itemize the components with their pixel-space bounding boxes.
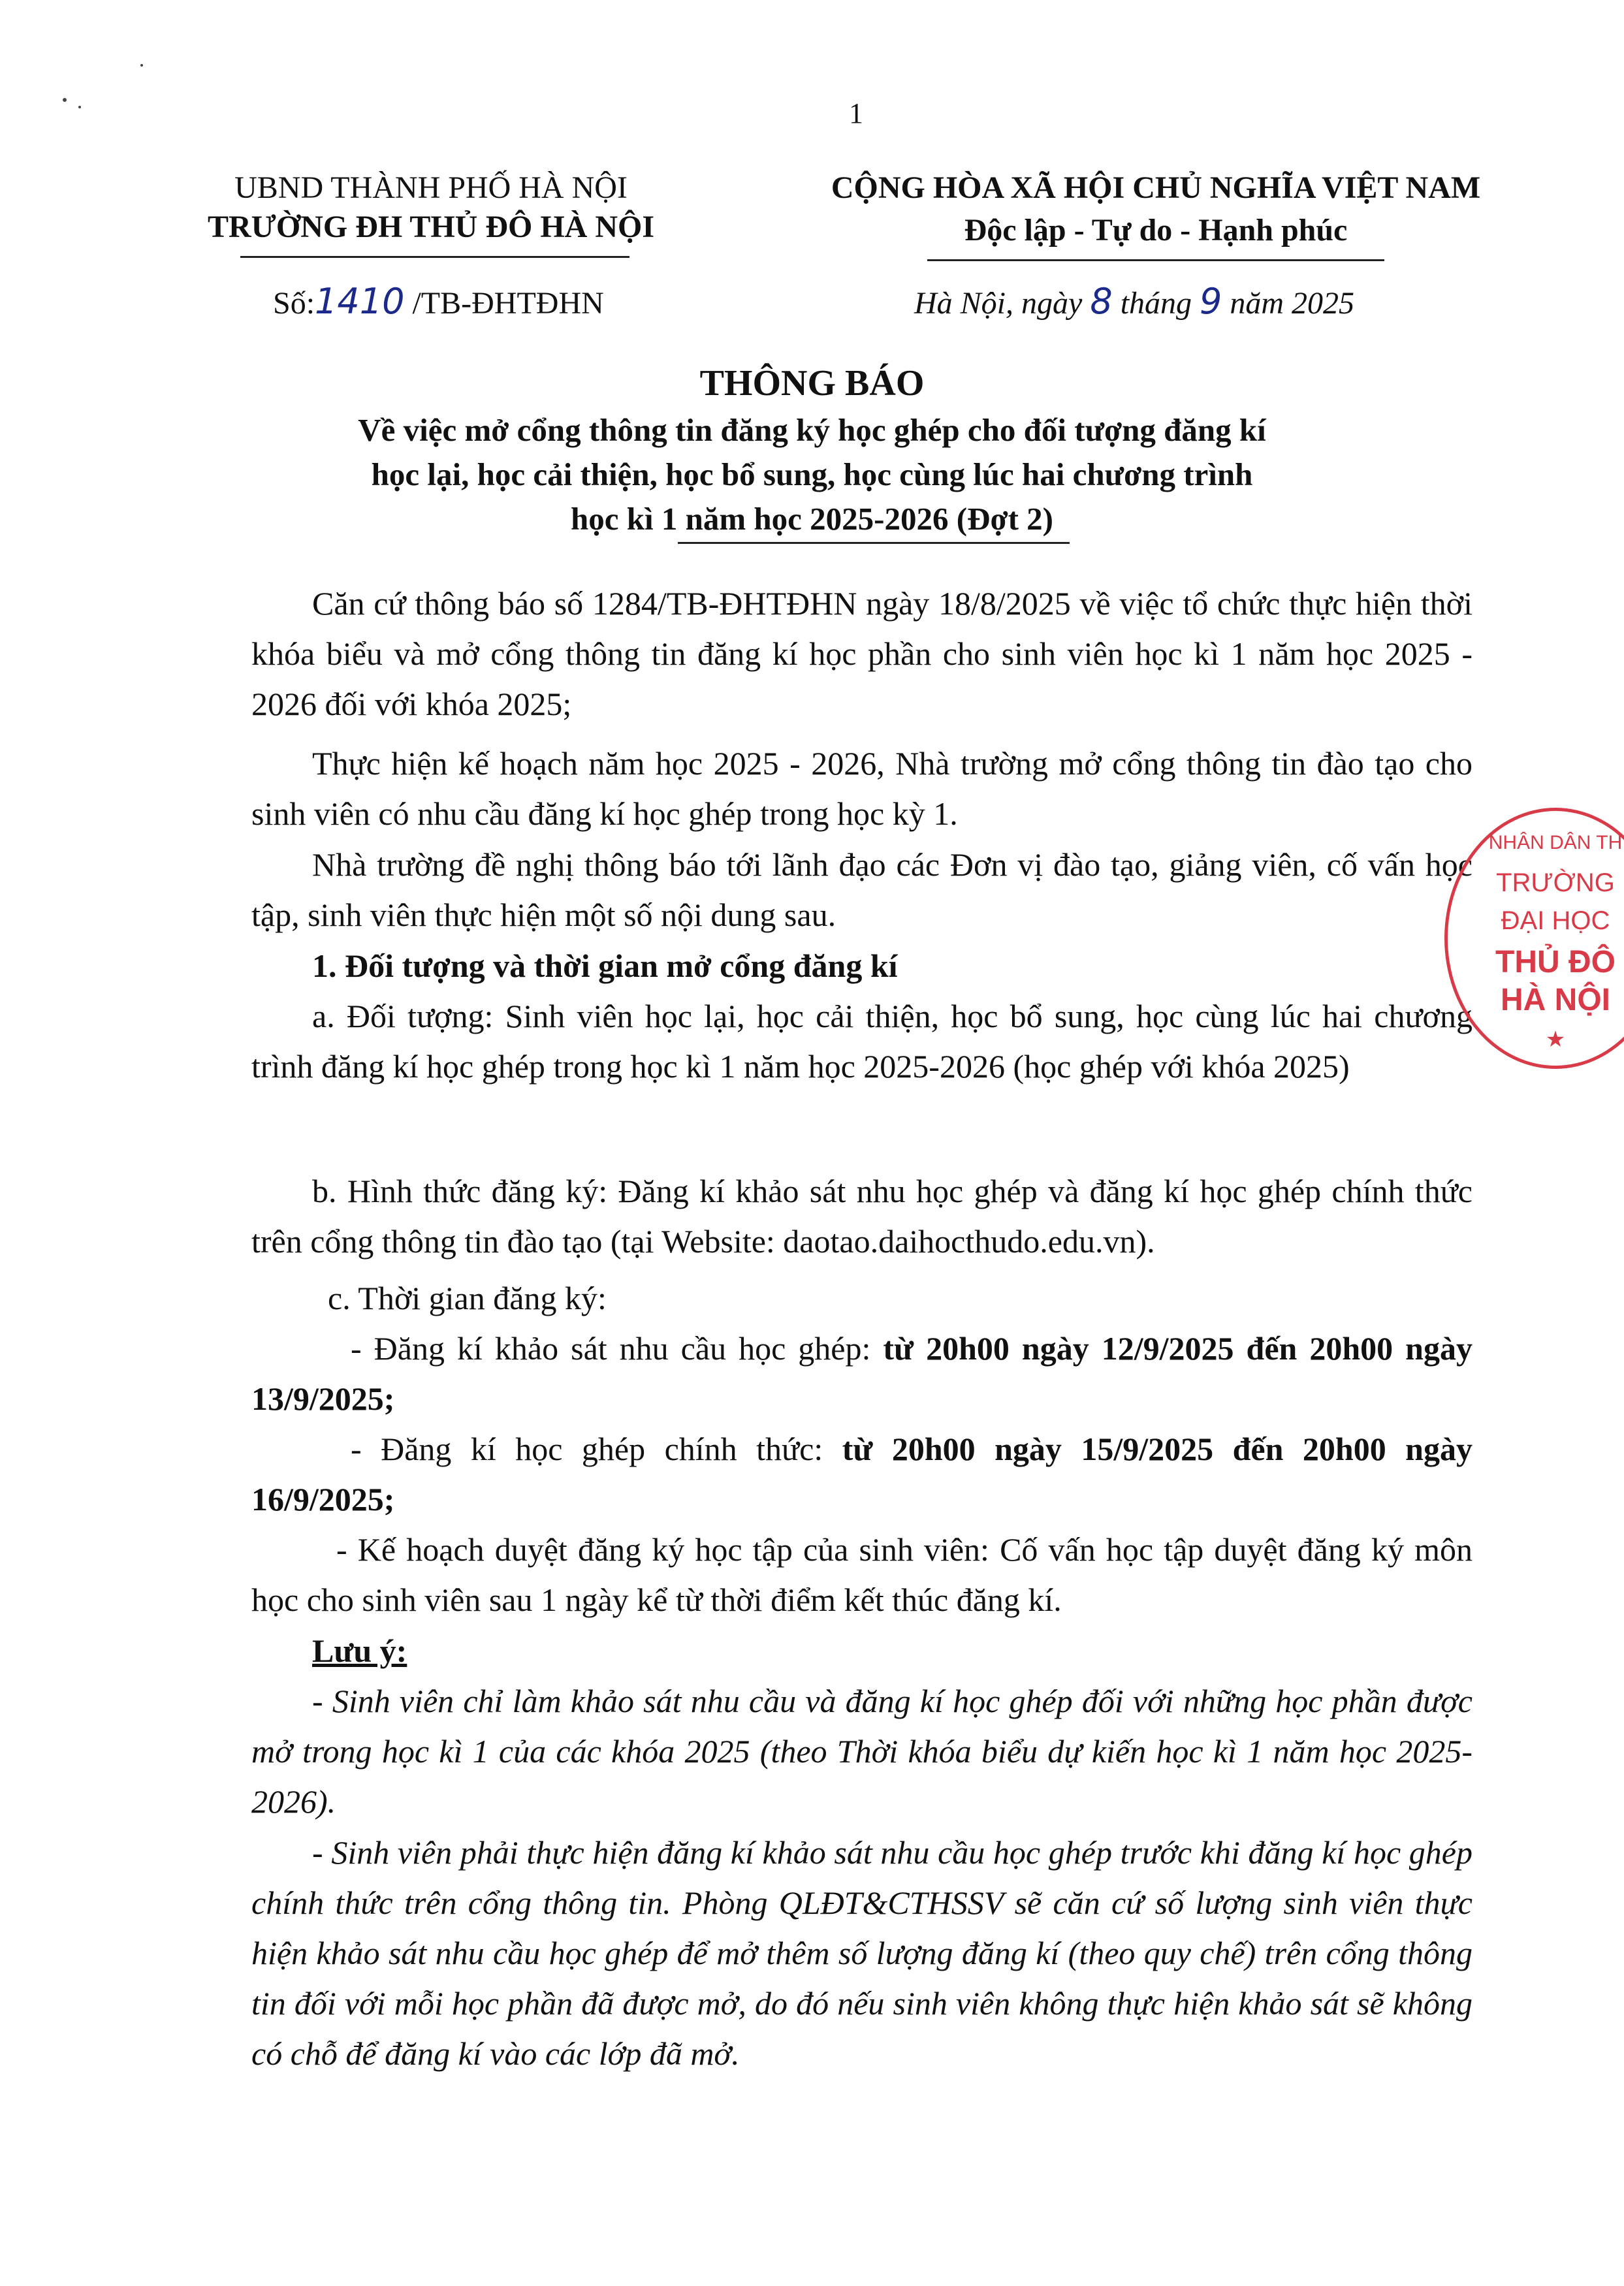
document-number [273,281,604,322]
paragraph-basis: Căn cứ thông báo số 1284/TB-ĐHTĐHN ngày 18/8/2025 về việc tổ chức thực hiện thời khóa biểu và mở cổng thông tin đăng kí học phần cho sinh viên học kì 1 năm học 2025 - 2026 đối với khóa 2025; [251,585,1473,722]
date-prefix: Hà Nội, ngày [914,286,1083,321]
c1-dates: từ 20h00 ngày 12/9/2025 đến 20h00 ngày 13/9/2025; [251,1330,1473,1417]
note-1: - Sinh viên chỉ làm khảo sát nhu cầu và đăng kí học ghép đối với những học phần được mở trong học kì 1 của các khóa 2025 (theo Thời khóa biểu dự kiến học kì 1 năm học 2025-2026). [251,1683,1473,1820]
c2-label: - Đăng kí học ghép chính thức: [351,1431,842,1467]
seal-rim-text: NHÂN DÂN TH [1488,832,1623,853]
doc-no-suffix: /TB-ĐHTĐHN [412,286,604,321]
date-year: năm 2025 [1230,286,1355,321]
subject-line-3: học kì 1 năm học 2025-2026 (Đợt 2) [571,501,1053,537]
issue-date [914,281,1354,322]
section-1-heading: 1. Đối tượng và thời gian mở cổng đăng kí [312,947,898,984]
header-left-underline [240,256,629,258]
item-c1-survey-period [251,1324,1473,1424]
title-underline [678,542,1070,544]
subject-line-2: học lại, học cải thiện, học bổ sung, học cùng lúc hai chương trình [371,456,1253,492]
scan-speck [140,64,143,67]
paragraph-request: Nhà trường đề nghị thông báo tới lãnh đạo các Đơn vị đào tạo, giảng viên, cố vấn học tập, sinh viên thực hiện một số nội dung sau. [251,846,1473,933]
university-seal [1444,808,1624,1069]
doc-no-prefix: Số: [273,286,315,321]
motto-underline [927,259,1384,261]
scan-speck [63,98,67,102]
page-number: 1 [849,97,863,129]
date-month: 9 [1200,281,1222,322]
note-heading: Lưu ý: [312,1632,407,1669]
subject-line-1: Về việc mở cổng thông tin đăng ký học ghép cho đối tượng đăng kí [358,412,1266,448]
document-title: THÔNG BÁO [699,363,925,404]
date-day: 8 [1090,281,1113,322]
country-name: CỘNG HÒA XÃ HỘI CHỦ NGHĨA VIỆT NAM [831,170,1481,205]
seal-line-4: HÀ NỘI [1501,983,1610,1017]
seal-line-3: THỦ ĐÔ [1495,945,1616,979]
item-a-subjects: a. Đối tượng: Sinh viên học lại, học cải thiện, học bổ sung, học cùng lúc hai chương trình đăng kí học ghép trong học kì 1 năm học 2025-2026 (học ghép với khóa 2025) [251,998,1473,1085]
item-b-method: b. Hình thức đăng ký: Đăng kí khảo sát nhu học ghép và đăng kí học ghép chính thức trên cổng thông tin đào tạo (tại Website: daotao.daihocthudo.edu.vn). [251,1173,1473,1260]
paragraph-plan: Thực hiện kế hoạch năm học 2025 - 2026, Nhà trường mở cổng thông tin đào tạo cho sinh viên có nhu cầu đăng kí học ghép trong học kỳ 1. [251,745,1473,832]
c1-label: - Đăng kí khảo sát nhu cầu học ghép: [351,1330,884,1367]
national-motto: Độc lập - Tự do - Hạnh phúc [964,213,1348,247]
item-c2-official-period [251,1424,1473,1525]
item-c3-approval-plan: - Kế hoạch duyệt đăng ký học tập của sinh viên: Cố vấn học tập duyệt đăng ký môn học cho sinh viên sau 1 ngày kể từ thời điểm kết thúc đăng kí. [251,1531,1473,1618]
doc-no-handwritten: 1410 [315,281,405,322]
seal-line-1: TRƯỜNG [1496,868,1615,897]
item-c-heading: c. Thời gian đăng ký: [328,1280,607,1316]
org-name: TRƯỜNG ĐH THỦ ĐÔ HÀ NỘI [207,210,655,244]
seal-line-2: ĐẠI HỌC [1501,906,1610,935]
note-2: - Sinh viên phải thực hiện đăng kí khảo sát nhu cầu học ghép trước khi đăng kí học ghép chính thức trên cổng thông tin. Phòng QLĐT&CTHSSV sẽ căn cứ số lượng sinh viên thực hiện khảo sát nhu cầu học ghép để mở thêm số lượng đăng kí (theo quy chế) trên cổng thông tin đối với mỗi học phần đã được mở, do đó nếu sinh viên không thực hiện khảo sát sẽ không có chỗ để đăng kí vào các lớp đã mở. [251,1834,1473,2072]
scan-speck [78,106,81,108]
org-parent: UBND THÀNH PHỐ HÀ NỘI [234,170,628,205]
date-month-word: tháng [1120,286,1192,321]
seal-star-icon: ★ [1545,1027,1566,1052]
c2-dates: từ 20h00 ngày 15/9/2025 đến 20h00 ngày 16/9/2025; [251,1431,1473,1517]
